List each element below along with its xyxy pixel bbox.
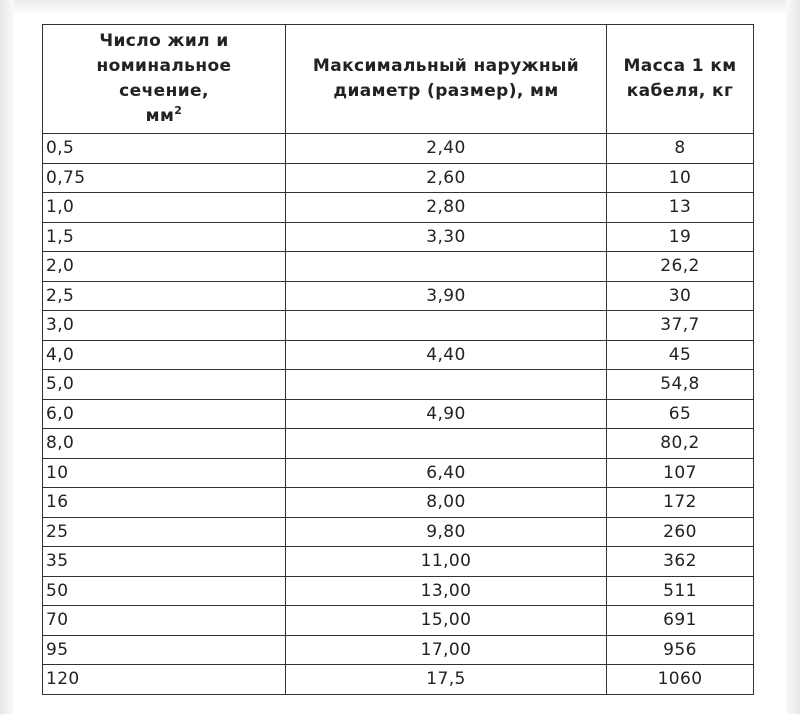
header-cross-section-line: номинальное: [96, 56, 232, 76]
cell-mass: 8: [607, 134, 754, 164]
header-cross-section-line: сечение,: [119, 81, 209, 101]
cell-mass: 45: [607, 340, 754, 370]
cell-diameter: 3,30: [286, 222, 607, 252]
cell-cross-section: 3,0: [43, 311, 286, 341]
cell-mass: 260: [607, 517, 754, 547]
cell-cross-section: 35: [43, 547, 286, 577]
table-row: [43, 488, 754, 518]
header-unit-superscript: 2: [174, 104, 183, 117]
table-row: [43, 517, 754, 547]
cell-cross-section: 25: [43, 517, 286, 547]
table-header-row: [43, 25, 754, 134]
cell-cross-section: 8,0: [43, 429, 286, 459]
table-row: [43, 340, 754, 370]
table-row: [43, 193, 754, 223]
cell-diameter: 8,00: [286, 488, 607, 518]
frame-shadow-right: [786, 0, 800, 714]
cell-cross-section: 1,0: [43, 193, 286, 223]
cell-cross-section: 2,5: [43, 281, 286, 311]
cell-diameter: 15,00: [286, 606, 607, 636]
cell-mass: 172: [607, 488, 754, 518]
cell-cross-section: 1,5: [43, 222, 286, 252]
cell-cross-section: 50: [43, 576, 286, 606]
cable-spec-table: [42, 24, 754, 695]
cell-mass: 26,2: [607, 252, 754, 282]
table-body: [43, 134, 754, 695]
table-row: [43, 399, 754, 429]
header-max-diameter-line: диаметр (размер), мм: [333, 81, 559, 101]
header-mass-line: Масса 1 км: [623, 56, 737, 76]
cell-mass: 54,8: [607, 370, 754, 400]
cell-mass: 956: [607, 635, 754, 665]
cell-diameter: [286, 311, 607, 341]
cell-mass: 10: [607, 163, 754, 193]
cell-mass: 362: [607, 547, 754, 577]
header-max-diameter: [286, 25, 607, 134]
cell-mass: 1060: [607, 665, 754, 695]
cell-diameter: 4,40: [286, 340, 607, 370]
cell-mass: 80,2: [607, 429, 754, 459]
cell-diameter: [286, 252, 607, 282]
table-row: [43, 429, 754, 459]
header-unit-text: мм: [145, 106, 175, 126]
cell-cross-section: 4,0: [43, 340, 286, 370]
cell-diameter: 4,90: [286, 399, 607, 429]
header-cross-section-unit: [43, 104, 285, 129]
cell-diameter: 2,40: [286, 134, 607, 164]
cell-cross-section: 16: [43, 488, 286, 518]
cell-diameter: [286, 429, 607, 459]
cell-diameter: 6,40: [286, 458, 607, 488]
cell-cross-section: 95: [43, 635, 286, 665]
frame-shadow-top: [0, 0, 800, 16]
header-max-diameter-line: Максимальный наружный: [312, 56, 580, 76]
cell-cross-section: 5,0: [43, 370, 286, 400]
table-row: [43, 635, 754, 665]
cell-diameter: 3,90: [286, 281, 607, 311]
cell-mass: 65: [607, 399, 754, 429]
table-row: [43, 163, 754, 193]
cell-diameter: 13,00: [286, 576, 607, 606]
table-row: [43, 665, 754, 695]
table-row: [43, 370, 754, 400]
header-cross-section: [43, 25, 286, 134]
header-mass-line: кабеля, кг: [626, 81, 734, 101]
cell-mass: 19: [607, 222, 754, 252]
cell-cross-section: 10: [43, 458, 286, 488]
table-row: [43, 134, 754, 164]
table-row: [43, 281, 754, 311]
cell-diameter: 2,60: [286, 163, 607, 193]
cell-diameter: [286, 370, 607, 400]
cell-cross-section: 0,5: [43, 134, 286, 164]
cell-mass: 691: [607, 606, 754, 636]
cell-cross-section: 0,75: [43, 163, 286, 193]
cell-cross-section: 6,0: [43, 399, 286, 429]
cell-mass: 107: [607, 458, 754, 488]
frame-shadow-left: [0, 0, 14, 714]
cell-mass: 37,7: [607, 311, 754, 341]
table-row: [43, 547, 754, 577]
table-row: [43, 222, 754, 252]
table-row: [43, 576, 754, 606]
table-row: [43, 252, 754, 282]
cell-diameter: 2,80: [286, 193, 607, 223]
cell-diameter: 11,00: [286, 547, 607, 577]
cell-diameter: 17,5: [286, 665, 607, 695]
cell-cross-section: 70: [43, 606, 286, 636]
cell-mass: 30: [607, 281, 754, 311]
cell-diameter: 17,00: [286, 635, 607, 665]
cell-mass: 511: [607, 576, 754, 606]
header-mass: [607, 25, 754, 134]
cell-cross-section: 2,0: [43, 252, 286, 282]
table-row: [43, 606, 754, 636]
header-cross-section-line: Число жил и: [99, 31, 229, 51]
cell-mass: 13: [607, 193, 754, 223]
table-row: [43, 458, 754, 488]
cell-diameter: 9,80: [286, 517, 607, 547]
table-row: [43, 311, 754, 341]
cell-cross-section: 120: [43, 665, 286, 695]
